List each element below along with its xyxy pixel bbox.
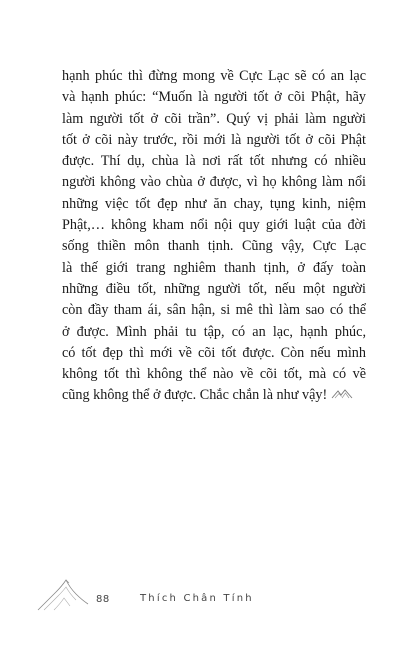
body-line: Phật,… không kham nổi nội quy giới luật của đời	[62, 217, 366, 234]
body-line: người không vào chùa ở được, vì họ không làm nổi	[62, 174, 366, 191]
body-line: không tốt thì không thể nào về cõi tốt, mà có về	[62, 366, 366, 383]
body-line: ở được. Mình phải tu tập, có an lạc, hạnh phúc,	[62, 323, 366, 340]
body-line: sống thiền môn thanh tịnh. Cũng vậy, Cực Lạc	[62, 238, 366, 255]
body-line: hạnh phúc thì đừng mong về Cực Lạc sẽ có an lạc	[62, 68, 366, 84]
body-line: làm người tốt ở cõi trần”. Quý vị phải làm người	[62, 110, 366, 127]
body-line: những điều tốt, những người tốt, nếu một người	[62, 280, 366, 297]
mountain-ornament-icon	[331, 389, 353, 399]
body-line: những việc tốt đẹp như ăn chay, tụng kinh, niệm	[62, 195, 366, 212]
body-line-last	[62, 385, 366, 406]
body-line: có tốt đẹp thì mới về cõi tốt được. Còn nếu mình	[62, 344, 366, 361]
page-footer	[36, 576, 336, 616]
body-line: tốt ở cõi này trước, rồi mới là người tốt ở cõi Phật	[62, 131, 366, 148]
body-line: là thế giới trang nghiêm thanh tịnh, ở đấy toàn	[62, 259, 366, 276]
body-line: được. Thí dụ, chùa là nơi rất tốt nhưng có nhiều	[62, 153, 366, 170]
body-line: còn đầy tham ái, sân hận, si mê thì làm sao có thể	[62, 302, 366, 319]
body-line: và hạnh phúc: “Muốn là người tốt ở cõi Phật, hãy	[62, 89, 366, 106]
body-line-text: cũng không thể ở được. Chắc chắn là như vậy!	[62, 387, 328, 404]
page-number: 88	[96, 594, 110, 605]
author-name: Thích Chân Tính	[140, 593, 254, 604]
body-text	[62, 66, 366, 407]
